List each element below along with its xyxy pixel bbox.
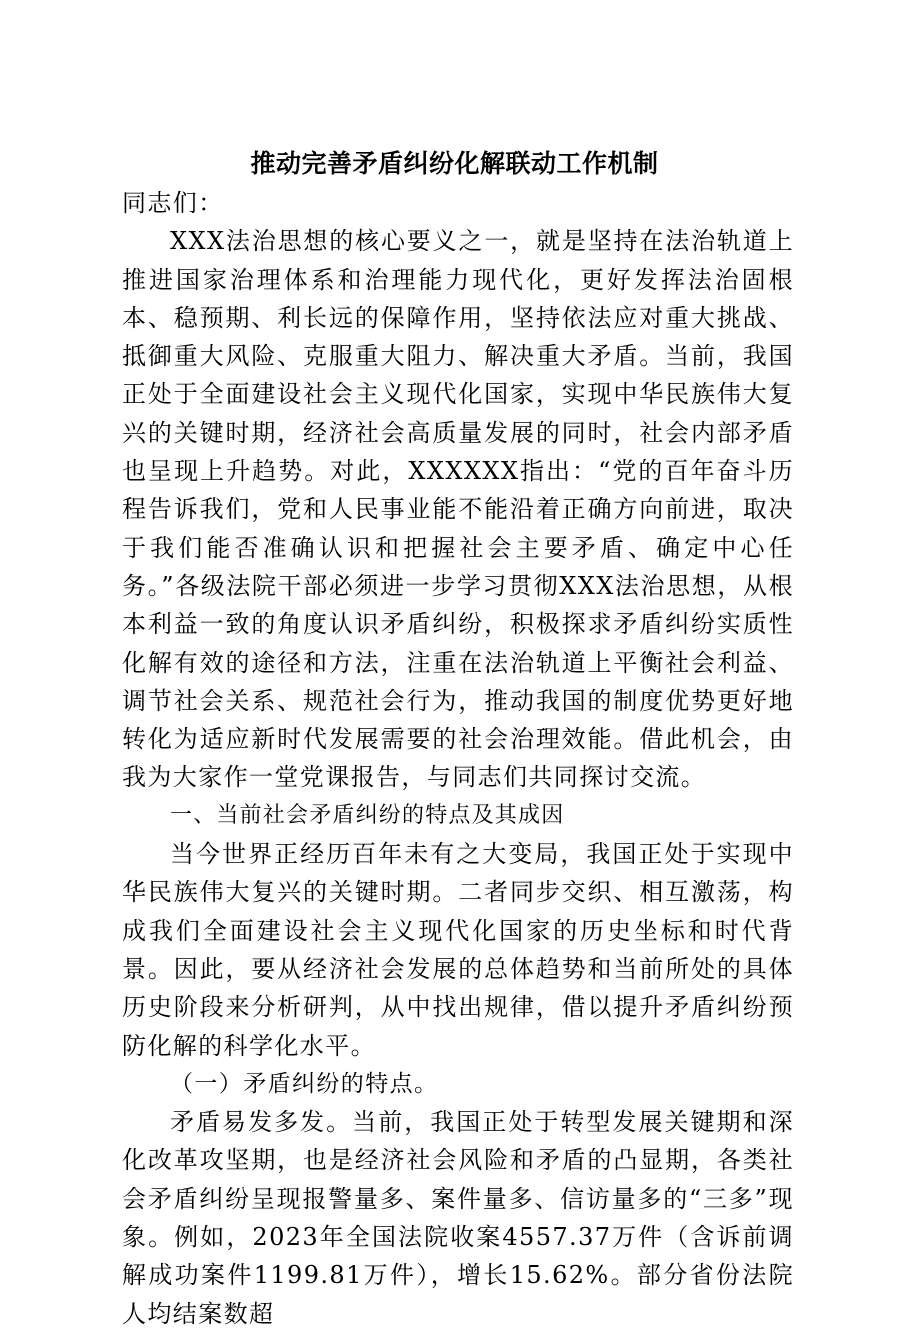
section-heading-1: 一、当前社会矛盾纠纷的特点及其成因 — [170, 802, 565, 828]
paragraph-context: 当今世界正经历百年未有之大变局，我国正处于实现中华民族伟大复兴的关键时期。二者同步交织、相互激荡，构成我们全面建设社会主义现代化国家的历史坐标和时代背景。因此，要从经济社会发展的总体趋势和当前所处的具体历史阶段来分析研判，从中找出规律，借以提升矛盾纠纷预防化解的科学化水平。 — [122, 840, 794, 1060]
subsection-heading-1: （一）矛盾纠纷的特点。 — [170, 1070, 439, 1097]
paragraph-intro: XXX法治思想的核心要义之一，就是坚持在法治轨道上推进国家治理体系和治理能力现代化，更好发挥法治固根本、稳预期、利长远的保障作用，坚持依法应对重大挑战、抵御重大风险、克服重大阻力、解决重大矛盾。当前，我国正处于全面建设社会主义现代化国家，实现中华民族伟大复兴的关键时期，经济社会高质量发展的同时，社会内部矛盾也呈现上升趋势。对此，XXXXXX指出：“党的百年奋斗历程告诉我们，党和人民事业能不能沿着正确方向前进，取决于我们能否准确认识和把握社会主要矛盾、确定中心任务。”各级法院干部必须进一步学习贯彻XXX法治思想，从根本利益一致的角度认识矛盾纠纷，积极探求矛盾纠纷实质性化解有效的途径和方法，注重在法治轨道上平衡社会利益、调节社会关系、规范社会行为，推动我国的制度优势更好地转化为适应新时代发展需要的社会治理效能。借此机会，由我为大家作一堂党课报告，与同志们共同探讨交流。 — [122, 227, 794, 792]
document-body — [122, 184, 794, 1333]
salutation: 同志们： — [122, 189, 224, 217]
paragraph-characteristics: 矛盾易发多发。当前，我国正处于转型发展关键期和深化改革攻坚期，也是经济社会风险和矛盾的凸显期，各类社会矛盾纠纷呈现报警量多、案件量多、信访量多的“三多”现象。例如，2023年全国法院收案4557.37万件（含诉前调解成功案件1199.81万件），增长15.62%。部分省份法院人均结案数超 — [122, 1108, 794, 1328]
document-title: 推动完善矛盾纠纷化解联动工作机制 — [250, 149, 659, 178]
